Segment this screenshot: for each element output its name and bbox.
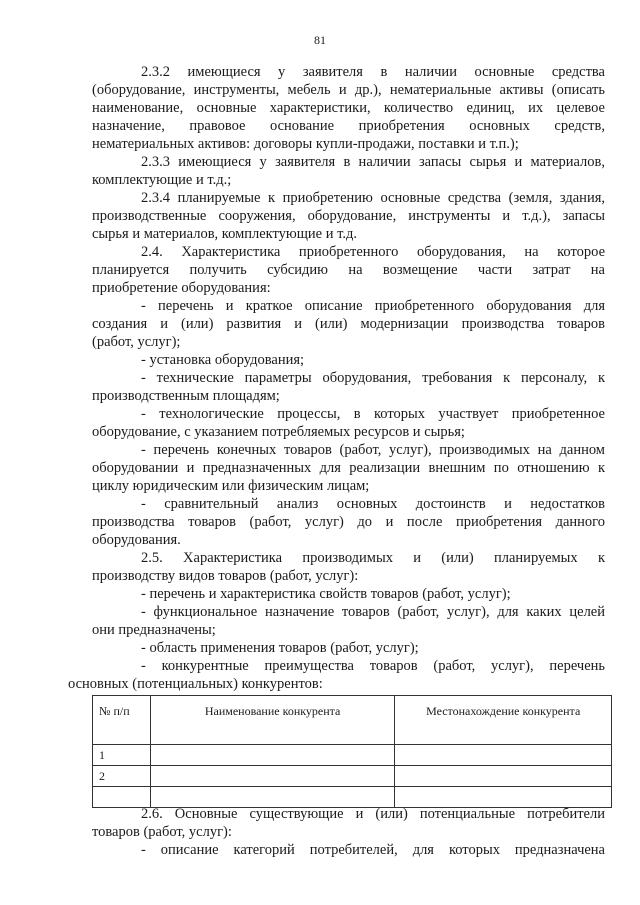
- text-line: производственным площадям;: [92, 388, 280, 404]
- text-line: производству видов товаров (работ, услуг):: [92, 568, 359, 584]
- table-cell: [395, 766, 612, 787]
- table-cell: [150, 766, 394, 787]
- text-line: планируется получить субсидию на возмещение части затрат на: [92, 262, 605, 278]
- text-line: 2.6. Основные существующие и (или) потенциальные потребители: [141, 806, 605, 822]
- text-line: оборудование, с указанием потребляемых ресурсов и сырья;: [92, 424, 465, 440]
- text-line: циклу юридическим или физическим лицам;: [92, 478, 370, 494]
- text-line: 2.3.4 планируемые к приобретению основные средства (земля, здания,: [141, 190, 605, 206]
- table-header-cell: Наименование конкурента: [150, 696, 394, 745]
- text-line: 2.3.3 имеющиеся у заявителя в наличии запасы сырья и материалов,: [141, 154, 605, 170]
- text-line: основных (потенциальных) конкурентов:: [68, 676, 323, 692]
- text-line: - функциональное назначение товаров (работ, услуг), для каких целей: [141, 604, 605, 620]
- table-cell: [150, 745, 394, 766]
- page-number: 81: [314, 33, 326, 47]
- table-row: [93, 766, 612, 787]
- text-line: - технические параметры оборудования, требования к персоналу, к: [141, 370, 605, 386]
- text-line: наименование, основные характеристики, количество единиц, их целевое: [92, 100, 605, 116]
- text-line: они предназначены;: [92, 622, 216, 638]
- text-line: - описание категорий потребителей, для которых предназначена: [141, 842, 605, 858]
- text-line: производственные сооружения, оборудование, инструменты и т.д.), запасы: [92, 208, 605, 224]
- text-line: - перечень и краткое описание приобретенного оборудования для: [141, 298, 605, 314]
- text-line: производства товаров (работ, услуг) до и после приобретения данного: [92, 514, 605, 530]
- text-line: - технологические процессы, в которых участвует приобретенное: [141, 406, 605, 422]
- table-header-cell: Местонахождение конкурента: [395, 696, 612, 745]
- text-line: оборудовании и предназначенных для реализации внешним по отношению к: [92, 460, 605, 476]
- table-cell: 1: [93, 745, 151, 766]
- text-line: - перечень конечных товаров (работ, услуг), производимых на данном: [141, 442, 605, 458]
- text-line: 2.4. Характеристика приобретенного оборудования, на которое: [141, 244, 605, 260]
- text-line: товаров (работ, услуг):: [92, 824, 232, 840]
- text-line: - установка оборудования;: [141, 352, 305, 368]
- text-line: нематериальных активов: договоры купли-продажи, поставки и т.п.);: [92, 136, 519, 152]
- text-line: (оборудование, инструменты, мебель и др.), нематериальные активы (описать: [92, 82, 605, 98]
- table-header-cell: № п/п: [93, 696, 151, 745]
- text-line: оборудования.: [92, 532, 181, 548]
- text-line: - сравнительный анализ основных достоинств и недостатков: [141, 496, 605, 512]
- competitors-table: [92, 695, 612, 808]
- table-row: [93, 745, 612, 766]
- text-line: сырья и материалов, комплектующие и т.д.: [92, 226, 358, 242]
- text-line: создания и (или) развития и (или) модернизации производства товаров: [92, 316, 605, 332]
- text-line: (работ, услуг);: [92, 334, 181, 350]
- text-line: 2.3.2 имеющиеся у заявителя в наличии основные средства: [141, 64, 605, 80]
- text-line: - перечень и характеристика свойств товаров (работ, услуг);: [141, 586, 511, 602]
- text-line: - конкурентные преимущества товаров (работ, услуг), перечень: [141, 658, 605, 674]
- text-line: приобретение оборудования:: [92, 280, 271, 296]
- table-cell: 2: [93, 766, 151, 787]
- table-header-row: [93, 696, 612, 745]
- text-line: - область применения товаров (работ, услуг);: [141, 640, 419, 656]
- text-line: комплектующие и т.д.;: [92, 172, 232, 188]
- text-line: назначение, правовое основание приобретения основных средств,: [92, 118, 605, 134]
- table-cell: [395, 745, 612, 766]
- text-line: 2.5. Характеристика производимых и (или) планируемых к: [141, 550, 605, 566]
